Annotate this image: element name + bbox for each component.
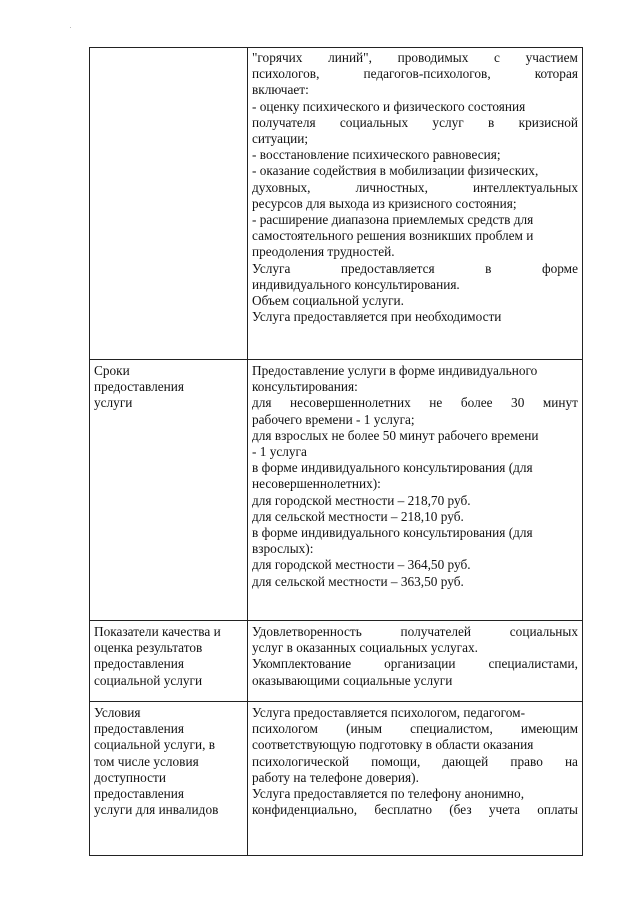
content-word: Услуга — [252, 260, 291, 276]
content-line — [252, 115, 578, 131]
row-header-line: том числе условия — [94, 753, 199, 769]
content-line — [252, 261, 578, 277]
content-word: духовных, — [252, 179, 311, 195]
content-line: рабочего времени - 1 услуга; — [252, 411, 415, 427]
row-content-cell — [248, 360, 583, 621]
row-header-line: Условия — [94, 705, 141, 720]
row-header-line: социальной услуги, в — [94, 737, 216, 753]
content-line: ресурсов для выхода из кризисного состояния; — [252, 195, 517, 211]
content-line: оказывающими социальные услуги — [252, 672, 453, 688]
content-line: преодоления трудностей. — [252, 244, 395, 260]
content-line: для взрослых не более 50 минут рабочего времени — [252, 427, 539, 443]
content-line — [252, 624, 578, 640]
row-header-line: Сроки — [94, 363, 130, 378]
row-header-line: предоставления — [94, 656, 185, 672]
content-line: работу на телефоне доверия). — [252, 769, 419, 785]
row-header-cell — [90, 48, 248, 360]
content-word: линий", — [328, 50, 372, 65]
content-line: консультирования: — [252, 379, 358, 395]
content-word: "горячих — [252, 50, 303, 65]
row-header-line: оценка результатов — [94, 640, 203, 656]
content-word: психологической — [252, 753, 349, 769]
content-line: для городской местности – 218,70 руб. — [252, 492, 471, 508]
content-line: ситуации; — [252, 131, 309, 147]
content-line: Объем социальной услуги. — [252, 293, 404, 309]
content-word: дающей — [442, 753, 489, 769]
content-word: форме — [541, 260, 578, 276]
row-provision-conditions — [90, 702, 583, 856]
content-word: для — [252, 395, 272, 411]
content-line: Предоставление услуги в форме индивидуального — [252, 363, 538, 378]
content-line — [252, 180, 578, 196]
row-header-line: услуги для инвалидов — [94, 802, 219, 818]
content-line — [252, 802, 578, 818]
content-word: специалистами, — [488, 656, 578, 672]
content-word: социальных — [339, 114, 409, 130]
row-header-line: предоставления — [94, 721, 185, 737]
content-word: педагогов-психологов, — [363, 66, 491, 82]
content-line: - оценку психического и физического состояния — [252, 98, 526, 114]
content-word: психологом — [252, 721, 318, 737]
content-word: (иным — [346, 721, 383, 737]
content-word: проводимых — [397, 50, 469, 65]
content-word: психологов, — [252, 66, 320, 82]
content-word: организации — [384, 656, 456, 672]
content-word: помощи, — [371, 753, 421, 769]
content-word: (без — [449, 802, 472, 818]
content-line — [252, 754, 578, 770]
content-word: Удовлетворенность — [252, 624, 362, 639]
content-word: специалистом, — [410, 721, 493, 737]
row-header-line: предоставления — [94, 786, 185, 802]
content-line: для сельской местности – 363,50 руб. — [252, 573, 464, 589]
content-word: социальных — [509, 624, 578, 639]
content-line: самостоятельного решения возникших проблем и — [252, 228, 534, 244]
row-header-cell — [90, 621, 248, 702]
content-line: индивидуального консультирования. — [252, 276, 460, 292]
content-line: Услуга предоставляется по телефону анонимно, — [252, 786, 525, 802]
content-line: для сельской местности – 218,10 руб. — [252, 508, 464, 524]
content-word: личностных, — [355, 179, 428, 195]
content-word: участием — [525, 50, 578, 65]
content-line: соответствующую подготовку в области оказания — [252, 737, 534, 753]
content-line: для городской местности – 364,50 руб. — [252, 557, 471, 573]
content-line: - 1 услуга — [252, 444, 307, 460]
row-content-cell — [248, 702, 583, 856]
content-line: несовершеннолетних): — [252, 476, 381, 492]
row-quality-indicators — [90, 621, 583, 702]
row-content-cell — [248, 621, 583, 702]
row-service-terms — [90, 360, 583, 621]
content-line: в форме индивидуального консультирования (для — [252, 460, 533, 476]
content-word: с — [494, 50, 500, 65]
content-line — [252, 721, 578, 737]
content-line: - расширение диапазона приемлемых средств для — [252, 212, 534, 228]
content-line: включает: — [252, 82, 309, 98]
content-word: кризисной — [518, 114, 578, 130]
content-word: которая — [534, 66, 578, 82]
content-word: в — [488, 114, 495, 130]
row-header-line: доступности — [94, 769, 166, 785]
content-word: имеющим — [520, 721, 578, 737]
content-line — [252, 656, 578, 672]
content-word: предоставляется — [340, 260, 435, 276]
content-word: не — [429, 395, 443, 411]
content-line: услуг в оказанных социальных услугах. — [252, 640, 479, 656]
row-header-line: предоставления — [94, 379, 185, 395]
content-line: - оказание содействия в мобилизации физических, — [252, 163, 539, 179]
content-line: в форме индивидуального консультирования (для — [252, 525, 533, 541]
row-header-line: социальной услуги — [94, 672, 203, 688]
service-table — [89, 47, 583, 856]
row-description-continued — [90, 48, 583, 360]
content-word: более — [460, 395, 493, 411]
content-line: Услуга предоставляется психологом, педагогом- — [252, 705, 526, 720]
content-line — [252, 395, 578, 411]
scan-speck — [70, 27, 71, 28]
content-word: несовершеннолетних — [290, 395, 411, 411]
row-content-cell — [248, 48, 583, 360]
content-word: бесплатно — [374, 802, 432, 818]
content-line: взрослых): — [252, 541, 314, 557]
content-line — [252, 66, 578, 82]
content-word: конфиденциально, — [252, 802, 358, 818]
content-word: оплаты — [537, 802, 578, 818]
content-word: в — [485, 260, 492, 276]
content-word: на — [564, 753, 578, 769]
content-line — [252, 50, 578, 66]
content-word: получателя — [252, 114, 316, 130]
content-word: Укомплектование — [252, 656, 352, 672]
content-word: получателей — [400, 624, 472, 639]
content-word: право — [510, 753, 543, 769]
row-header-cell — [90, 360, 248, 621]
content-word: интеллектуальных — [473, 179, 578, 195]
content-word: учета — [488, 802, 520, 818]
row-header-cell — [90, 702, 248, 856]
row-header-line: услуги — [94, 395, 133, 411]
row-header-line: Показатели качества и — [94, 624, 221, 639]
content-word: минут — [542, 395, 578, 411]
content-word: 30 — [511, 395, 525, 411]
content-line: Услуга предоставляется при необходимости — [252, 309, 502, 325]
content-line: - восстановление психического равновесия; — [252, 147, 501, 163]
content-word: услуг — [432, 114, 464, 130]
